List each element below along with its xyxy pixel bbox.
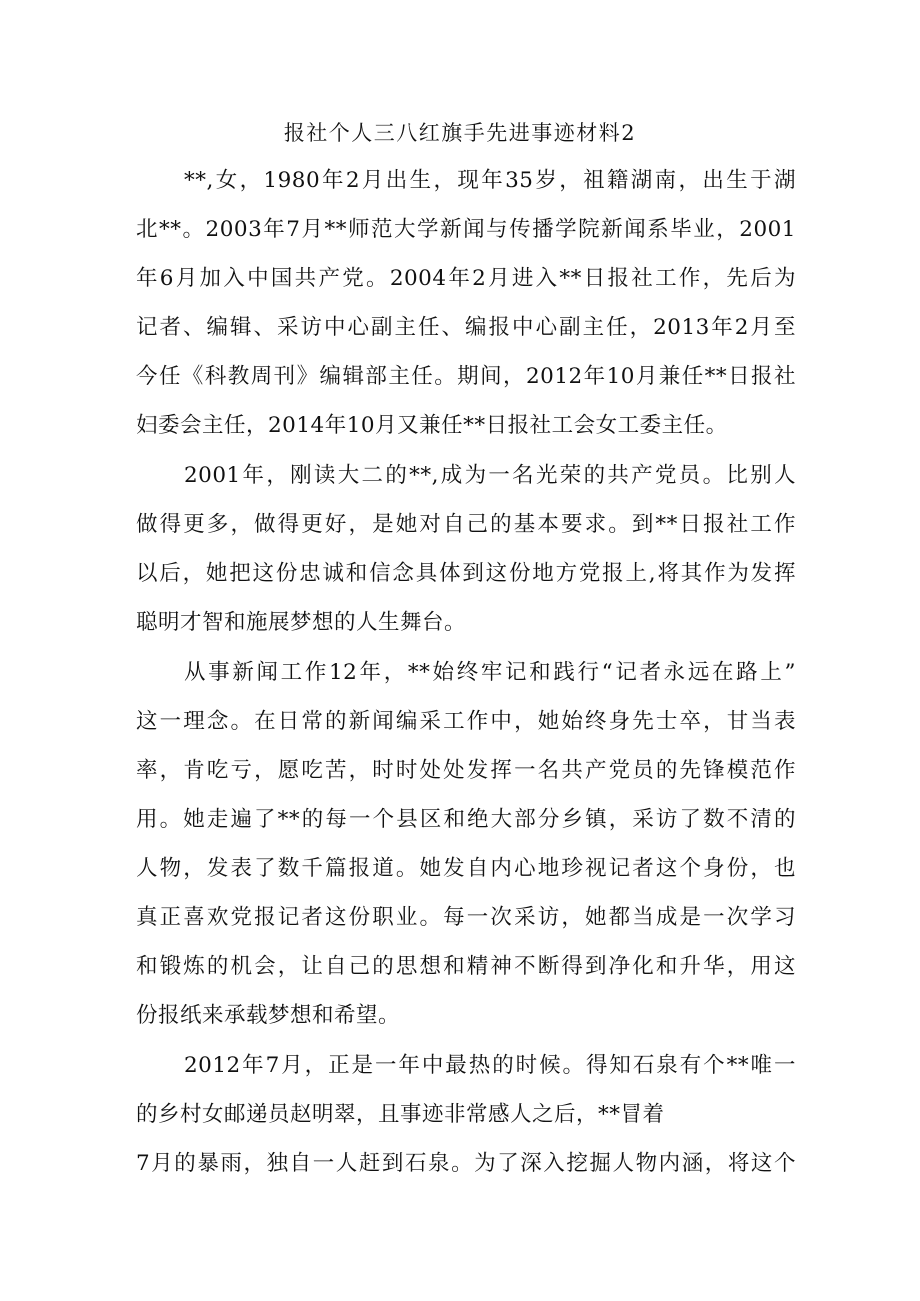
paragraph-1-line-2: 北**。2003年7月**师范大学新闻与传播学院新闻系毕业，2001: [136, 217, 796, 242]
paragraph-1-line-5: 今任《科教周刊》编辑部主任。期间，2012年10月兼任**日报社: [136, 364, 796, 389]
paragraph-4-line-2: 的乡村女邮递员赵明翠，且事迹非常感人之后，**冒着: [136, 1102, 665, 1127]
paragraph-3-line-6: 真正喜欢党报记者这份职业。每一次采访，她都当成是一次学习: [136, 905, 796, 930]
paragraph-3-line-4: 用。她走遍了**的每一个县区和绝大部分乡镇，采访了数不清的: [136, 807, 796, 832]
paragraph-3-line-2: 这一理念。在日常的新闻编采工作中，她始终身先士卒，甘当表: [136, 709, 796, 734]
paragraph-3-line-3: 率，肯吃亏，愿吃苦，时时处处发挥一名共产党员的先锋模范作: [136, 758, 796, 783]
paragraph-1-line-1: **,女，1980年2月出生，现年35岁，祖籍湖南，出生于湖: [184, 168, 796, 193]
paragraph-3-line-7: 和锻炼的机会，让自己的思想和精神不断得到净化和升华，用这: [136, 954, 796, 979]
paragraph-4-line-1: 2012年7月，正是一年中最热的时候。得知石泉有个**唯一: [184, 1053, 796, 1078]
paragraph-1-line-3: 年6月加入中国共产党。2004年2月进入**日报社工作，先后为: [136, 266, 796, 291]
paragraph-1-line-6: 妇委会主任，2014年10月又兼任**日报社工会女工委主任。: [136, 413, 728, 438]
paragraph-4-line-3: 7月的暴雨，独自一人赶到石泉。为了深入挖掘人物内涵，将这个: [136, 1151, 796, 1176]
paragraph-3-line-5: 人物，发表了数千篇报道。她发自内心地珍视记者这个身份，也: [136, 856, 796, 881]
paragraph-3-line-8: 份报纸来承载梦想和希望。: [136, 1003, 401, 1028]
paragraph-2-line-1: 2001年，刚读大二的**,成为一名光荣的共产党员。比别人: [184, 463, 796, 488]
paragraph-2-line-3: 以后，她把这份忠诚和信念具体到这份地方党报上,将其作为发挥: [136, 561, 796, 586]
paragraph-1-line-4: 记者、编辑、采访中心副主任、编报中心副主任，2013年2月至: [136, 315, 796, 340]
paragraph-2-line-4: 聪明才智和施展梦想的人生舞台。: [136, 610, 467, 635]
paragraph-2-line-2: 做得更多，做得更好，是她对自己的基本要求。到**日报社工作: [136, 512, 796, 537]
paragraph-3-line-1: 从事新闻工作12年，**始终牢记和践行“记者永远在路上”: [184, 660, 796, 685]
document-title: 报社个人三八红旗手先进事迹材料2: [283, 121, 637, 145]
